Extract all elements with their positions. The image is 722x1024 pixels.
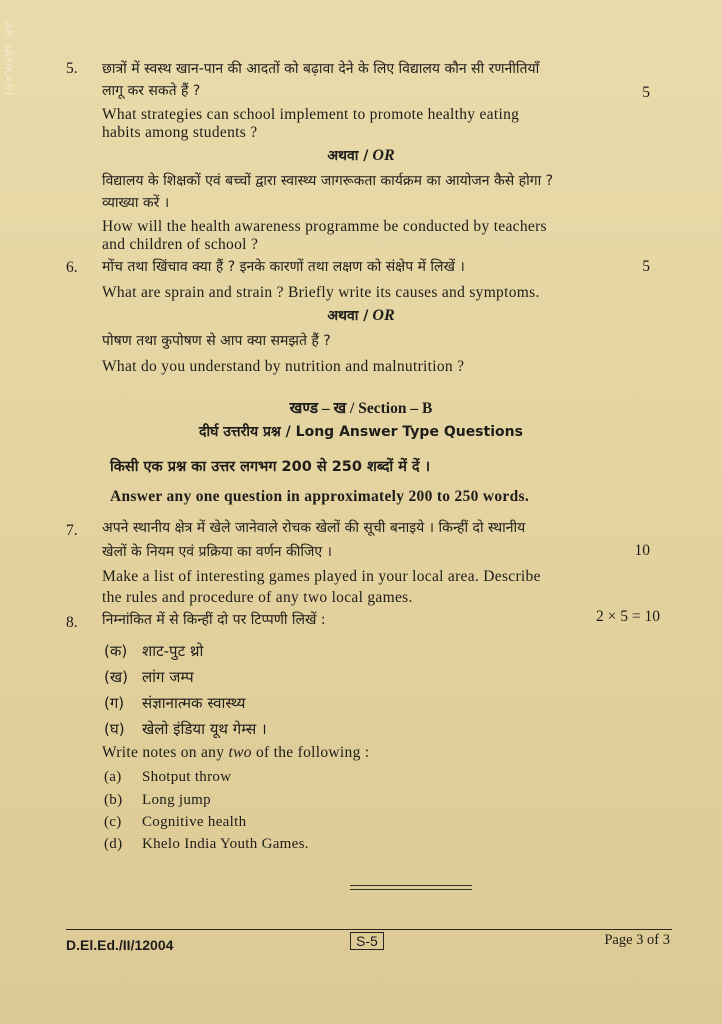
q5-english-line1: What strategies can school implement to promote healthy eating [102, 106, 520, 123]
footer-page-number: Page 3 of 3 [604, 932, 670, 948]
footer-divider [66, 929, 672, 930]
q6-hindi-line1: मोंच तथा खिंचाव क्या हैं ? इनके कारणों तथा लक्षण को संक्षेप में लिखें । [102, 259, 465, 275]
q5-or-hindi: अथवा / [327, 148, 369, 164]
q7-hindi-line2: खेलों के नियम एवं प्रक्रिया का वर्णन कीजिए । [102, 544, 332, 560]
section-b-heading: खण्ड – ख / Section – B [289, 400, 433, 417]
q8-english-intro: Write notes on any two of the following : [102, 744, 370, 761]
q8-hindi-option-3: (ग) संज्ञानात्मक स्वास्थ्य [104, 694, 246, 712]
q6-or-english: OR [372, 307, 395, 324]
q5-marks: 5 [642, 84, 650, 101]
q5-alt-english-line1: How will the health awareness programme be conducted by teachers [102, 218, 547, 235]
q5-alt-hindi-line1: विद्यालय के शिक्षकों एवं बच्चों द्वारा स्वास्थ्य जागरूकता कार्यक्रम का आयोजन कैसे होगा ? [102, 173, 554, 189]
footer-set-box: S-5 [350, 933, 384, 949]
q5-hindi-line2: लागू कर सकते हैं ? [102, 83, 201, 99]
q8-english-option-d: (d) Khelo India Youth Games. [104, 836, 309, 852]
q5-or-separator [0, 146, 722, 165]
q8-marks: 2 × 5 = 10 [596, 608, 660, 625]
q8-english-option-c: (c) Cognitive health [104, 814, 247, 830]
q6-english-line1: What are sprain and strain ? Briefly write its causes and symptoms. [102, 284, 540, 301]
q6-number: 6. [66, 259, 78, 276]
q8-hindi-option-4: (घ) खेलो इंडिया यूथ गेम्स । [104, 720, 267, 738]
end-rule-bottom [350, 889, 472, 890]
footer-paper-code: D.El.Ed./II/12004 [66, 937, 174, 953]
end-rule-top [350, 885, 472, 886]
watermark: AB JANKARI [2, 22, 14, 97]
section-b-instruction-english: Answer any one question in approximately 200 to 250 words. [110, 488, 529, 505]
q7-marks: 10 [634, 542, 650, 559]
q7-english-line1: Make a list of interesting games played in your local area. Describe [102, 568, 541, 585]
q6-or-hindi: अथवा / [327, 308, 369, 324]
q8-hindi-option-2: (ख) लांग जम्प [104, 668, 194, 686]
q7-hindi-line1: अपने स्थानीय क्षेत्र में खेले जानेवाले रोचक खेलों की सूची बनाइये । किन्हीं दो स्थानीय [102, 520, 526, 536]
section-b-instruction-hindi: किसी एक प्रश्न का उत्तर लगभग 200 से 250 शब्दों में दें । [110, 459, 431, 475]
section-b-subheading: दीर्घ उत्तरीय प्रश्न / Long Answer Type Questions [199, 424, 523, 440]
q5-hindi-line1: छात्रों में स्वस्थ खान-पान की आदतों को बढ़ावा देने के लिए विद्यालय कौन सी रणनीतियाँ [102, 61, 540, 77]
q8-number: 8. [66, 614, 78, 631]
q5-number: 5. [66, 60, 78, 77]
q5-or-english: OR [372, 147, 395, 164]
q7-number: 7. [66, 522, 78, 539]
q8-english-option-a: (a) Shotput throw [104, 769, 232, 785]
q6-alt-english-line1: What do you understand by nutrition and malnutrition ? [102, 358, 465, 375]
q6-marks: 5 [642, 258, 650, 275]
q5-alt-hindi-line2: व्याख्या करें । [102, 195, 170, 211]
q6-or-separator [0, 306, 722, 325]
q8-hindi-line1: निम्नांकित में से किन्हीं दो पर टिप्पणी लिखें : [102, 612, 326, 628]
q7-english-line2: the rules and procedure of any two local games. [102, 589, 413, 606]
q8-english-option-b: (b) Long jump [104, 792, 211, 808]
q5-alt-english-line2: and children of school ? [102, 236, 259, 253]
q5-english-line2: habits among students ? [102, 124, 258, 141]
q6-alt-hindi-line1: पोषण तथा कुपोषण से आप क्या समझते हैं ? [102, 333, 331, 349]
q8-hindi-option-1: (क) शाट-पुट थ्रो [104, 642, 204, 660]
